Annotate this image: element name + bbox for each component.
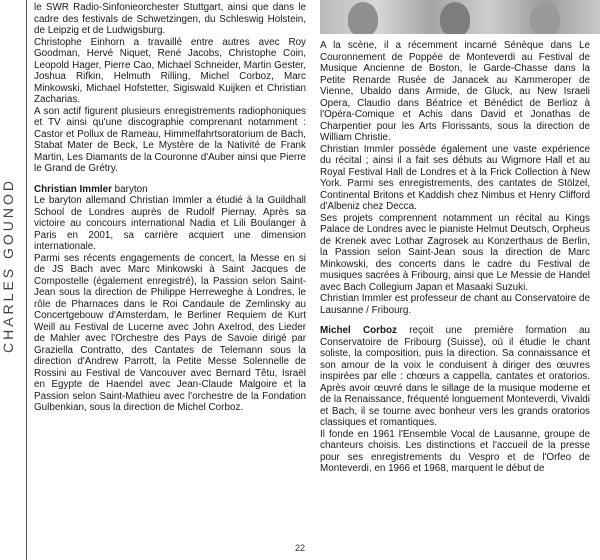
- paragraph: A la scène, il a récemment incarné Sénèque dans Le Couronnement de Poppée de Monteverdi au Festival de Musique Ancienne de Boston, le Garde-Chasse dans la Petite Renarde Rusée de Janacek au Kammeroper de Vienne, Ubaldo dans Armide, de Gluck, au New Israeli Opera, Claudio dans Béatrice et Bénédict de Berlioz à l'Opéra-Comique et Achis dans David et Jonathas de Charpentier pour les Arts Florissants, sous la direction de William Christie.: [320, 40, 590, 143]
- photo-figure: [348, 2, 378, 34]
- artist-role: baryton: [111, 183, 148, 195]
- paragraph: Christian Immler est professeur de chant au Conservatoire de Lausanne / Fribourg.: [320, 293, 590, 316]
- paragraph: Le baryton allemand Christian Immler a étudié à la Guildhall School de Londres auprès de Rudolf Piernay. Après sa victoire au concours international Nadia et Lili Boulanger à Paris en 2001, sa carrière acquiert une dimension internationale.: [34, 195, 306, 252]
- margin-rule: [26, 0, 27, 560]
- paragraph: A son actif figurent plusieurs enregistrements radiophoniques et TV ainsi qu'une discographie comprenant notamment : Castor et Pollux de Rameau, Himmelfahrtsoratorium de Bach, Stabat Mater de Beck, Le Mystère de la Nativité de Frank Martin, Les Diamants de la Couronne d'Auber ainsi que Pierre le Grand de Grétry.: [34, 105, 306, 174]
- artist-name: Christian Immler: [34, 183, 112, 195]
- paragraph-text: reçoit une première formation au Conservatoire de Fribourg (Suisse), où il étudie le chant soliste, la composition, puis la direction. Sa connaissance et son amour de la voix le conduisent à diriger des œuvres inspirées par elle : chœurs a cappella, cantates et oratorios. Après avoir œuvré dans le sillage de la musique moderne et de la Renaissance, fréquenté longuement Monteverdi, Vivaldi et Bach, il se tourne avec bonheur vers les grands oratorios classiques et romantiques.: [320, 325, 590, 428]
- section-heading: [34, 184, 306, 196]
- paragraph: Parmi ses récents engagements de concert, la Messe en si de JS Bach avec Marc Minkowski à Saint Jacques de Compostelle (également enregistré), la Passion selon Saint-Jean sous la direction de Philippe Herreweghe à Londres, le rôle de Pharnaces dans le Roi Candaule de Zemlinsky au Concertgebouw d'Amsterdam, le Berliner Requiem de Kurt Weill au Festival de Lucerne avec John Axelrod, des Lieder de Mahler avec l'Orchestre des Pays de Savoie dirigé par Graziella Contratto, des Cantates de Telemann sous la direction d'Andrew Parrott, la Petite Messe Solennelle de Rossini au Festival de Vancouver avec Bernard Têtu, Israël en Egypte de Haendel avec Jean-Claude Malgoire et la Passion selon Saint-Mathieu avec l'orchestre de la Fondation Gulbenkian, sous la direction de Michel Corboz.: [34, 252, 306, 413]
- right-column: [320, 40, 590, 475]
- paragraph: [320, 325, 590, 429]
- paragraph: Ses projets comprennent notamment un récital au Kings Palace de Londres avec le pianiste Helmut Deutsch, Orpheus de Krenek avec Lothar Zagrosek au Konzerthaus de Berlin, la Passion selon Saint-Jean sous la direction de Marc Minkowski, des concerts dans le cadre du Festival de musiques sacrées à Fribourg, ainsi que Le Messie de Handel avec Bach Collegium Japan et Masaaki Suzuki.: [320, 212, 590, 293]
- header-photo: [320, 0, 600, 34]
- artist-name: Michel Corboz: [320, 325, 397, 336]
- paragraph: Christian Immler possède également une vaste expérience du récital ; ainsi il a fait ses débuts au Wigmore Hall et au Royal Festival Hall de Londres et à la Frick Collection à New York. Parmi ses enregistrements, des cantates de Stölzel, Continental Britons et Kaddish chez Nimbus et Henry Clifford d'Albeniz chez Decca.: [320, 143, 590, 212]
- paragraph: Christophe Einhorn a travaillé entre autres avec Roy Goodman, Hervé Niquet, René Jacobs, Christophe Coin, Leopold Hager, Pierre Cao, Michael Schneider, Martin Gester, Joshua Rifkin, Helmuth Rilling, Michel Corboz, Marc Minkowski, Michael Hofstetter, Sigiswald Kuijken et Christian Zacharias.: [34, 36, 306, 105]
- left-column: [34, 2, 306, 414]
- photo-figure: [440, 2, 470, 34]
- paragraph: le SWR Radio-Sinfonieorchester Stuttgart, ainsi que dans le cadre des festivals de Schwetzingen, du Schleswig Holstein, de Leipzig et de Ludwigsburg.: [34, 2, 306, 36]
- paragraph: Il fonde en 1961 l'Ensemble Vocal de Lausanne, groupe de chanteurs choisis. Les distinctions et l'accueil de la presse pour ses enregistrements du Vespro et de l'Orfeo de Monteverdi, en 1966 et 1968, marquent le début de: [320, 428, 590, 474]
- running-head: CHARLES GOUNOD: [0, 177, 16, 353]
- page-number: 22: [294, 543, 305, 553]
- photo-figure: [530, 2, 560, 34]
